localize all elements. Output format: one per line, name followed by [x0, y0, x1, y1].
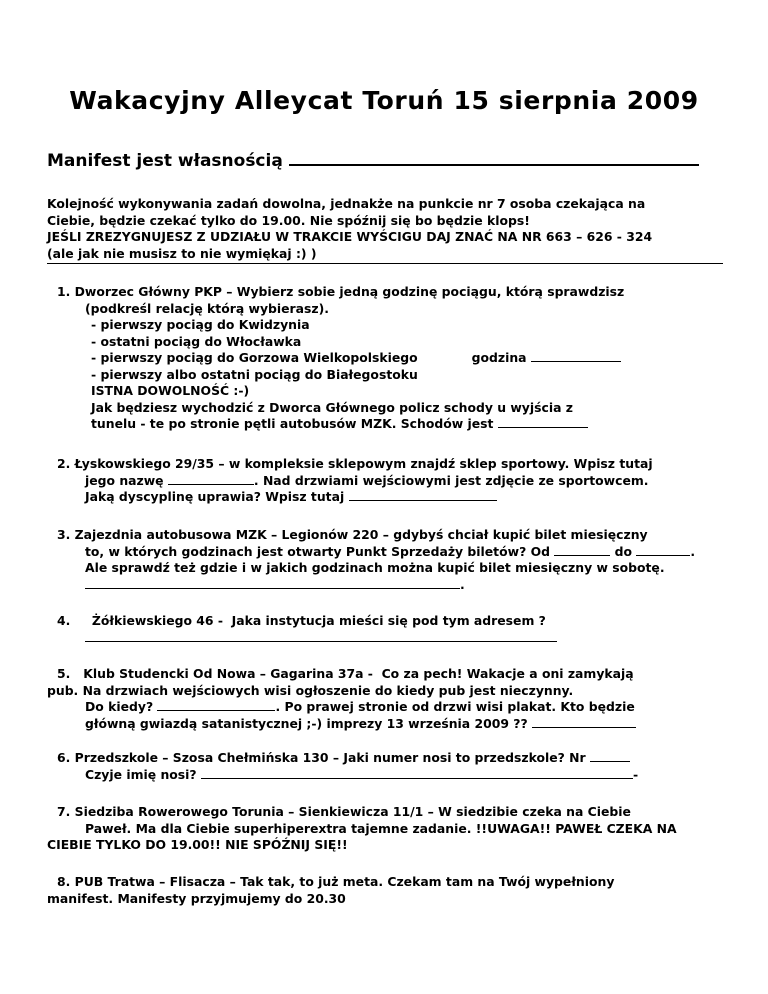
saturday-field[interactable] [85, 577, 460, 589]
stairs-count-field[interactable] [498, 416, 588, 428]
task-text: 1. Dworzec Główny PKP – Wybierz sobie jedną godzinę pociągu, którą sprawdzisz [57, 284, 625, 299]
option-bialystok: - pierwszy albo ostatni pociąg do Białegostoku [91, 366, 418, 382]
task-text: Jak będziesz wychodzić z Dworca Głównego policz schody u wyjścia z [91, 399, 573, 415]
task-item-4 [47, 613, 727, 646]
discipline-field[interactable] [349, 489, 497, 501]
punctuation: . [460, 576, 465, 592]
option-kwidzyn: - pierwszy pociąg do Kwidzynia [91, 317, 310, 332]
task-text: 3. Zajezdnia autobusowa MZK – Legionów 220 – gdybyś chciał kupić bilet miesięczny [57, 527, 648, 542]
task-text: Ale sprawdź też gdzie i w jakich godzinach można kupić bilet miesięczny w sobotę. [85, 560, 665, 575]
option-gorzow: - pierwszy pociąg do Gorzowa Wielkopolskiego [91, 350, 418, 365]
kindergarten-number-field[interactable] [590, 750, 630, 762]
saturday-row [47, 577, 727, 594]
manifest-owner-field[interactable] [289, 150, 699, 166]
kindergarten-number-label: 6. Przedszkole – Szosa Chełmińska 130 – Jaki numer nosi to przedszkole? Nr [57, 750, 586, 765]
until-row [47, 699, 727, 716]
task-text: CIEBIE TYLKO DO 19.00!! NIE SPÓŹNIJ SIĘ!! [47, 837, 348, 852]
shop-name-field[interactable] [168, 473, 254, 485]
intro-line: JEŚLI ZREZYGNUJESZ Z UDZIAŁU W TRAKCIE WYŚCIGU DAJ ZNAĆ NA NR 663 – 626 - 324 [47, 229, 653, 244]
task-text: pub. Na drzwiach wejściowych wisi ogłoszenie do kiedy pub jest nieczynny. [47, 682, 574, 698]
punctuation: . [690, 543, 696, 559]
task-text: 2. Łyskowskiego 29/35 – w kompleksie sklepowym znajdź sklep sportowy. Wpisz tutaj [57, 456, 653, 471]
task-item-7 [47, 804, 727, 854]
hours-row [47, 544, 727, 561]
intro-text [47, 196, 723, 264]
star-label: główną gwiazdą satanistycznej ;-) imprezy 13 września 2009 ?? [85, 715, 528, 731]
institution-field[interactable] [85, 630, 557, 642]
task-item-2 [47, 456, 727, 506]
hours-from-field[interactable] [554, 544, 610, 556]
task-text: (podkreśl relację którą wybierasz). [85, 300, 329, 316]
task-item-6 [47, 750, 727, 783]
task-text: manifest. Manifesty przyjmujemy do 20.30 [47, 890, 346, 906]
hours-to-label: do [614, 543, 633, 559]
stairs-row [47, 416, 727, 433]
kindergarten-name-label: Czyje imię nosi? [85, 766, 197, 782]
shop-name-row [47, 473, 727, 490]
stairs-label: tunelu - te po stronie pętli autobusów MZK. Schodów jest [91, 416, 494, 431]
institution-row [47, 630, 727, 647]
hours-label: to, w których godzinach jest otwarty Punkt Sprzedaży biletów? Od [85, 543, 550, 559]
kindergarten-name-field[interactable] [201, 767, 633, 779]
task-text: . Po prawej stronie od drzwi wisi plakat. Kto będzie [275, 699, 635, 714]
hours-to-field[interactable] [636, 544, 690, 556]
punctuation: - [632, 766, 639, 782]
task-item-1 [47, 284, 727, 433]
kindergarten-number-row [47, 750, 727, 767]
manifest-label: Manifest jest własnością [47, 151, 283, 171]
until-label: Do kiedy? [85, 699, 154, 714]
task-item-8 [47, 874, 727, 907]
task-item-3 [47, 527, 727, 593]
intro-line: Kolejność wykonywania zadań dowolna, jednakże na punkcie nr 7 osoba czekająca na [47, 196, 646, 211]
task-text: 8. PUB Tratwa – Flisacza – Tak tak, to już meta. Czekam tam na Twój wypełniony [57, 874, 615, 889]
kindergarten-name-row [47, 767, 727, 784]
shop-name-label: jego nazwę [85, 472, 164, 488]
star-field[interactable] [532, 716, 636, 728]
task-text: 7. Siedziba Rowerowego Torunia – Sienkiewicza 11/1 – W siedzibie czeka na Ciebie [57, 804, 631, 819]
task-text: . Nad drzwiami wejściowymi jest zdjęcie ze sportowcem. [253, 472, 649, 488]
option-wloclawek: - ostatni pociąg do Włocławka [91, 333, 302, 349]
hour-field[interactable] [531, 350, 621, 362]
manifest-owner-row [47, 150, 699, 171]
discipline-row [47, 489, 727, 506]
option-gorzow-row [47, 350, 727, 367]
intro-line: (ale jak nie musisz to nie wymiękaj :) ) [47, 245, 317, 261]
discipline-label: Jaką dyscyplinę uprawia? Wpisz tutaj [85, 489, 345, 504]
task-text: 4. Żółkiewskiego 46 - Jaka instytucja mieści się pod tym adresem ? [57, 613, 546, 628]
page-title: Wakacyjny Alleycat Toruń 15 sierpnia 2009 [69, 86, 699, 115]
task-text: 5. Klub Studencki Od Nowa – Gagarina 37a - Co za pech! Wakacje a oni zamykają [57, 666, 634, 681]
task-item-5 [47, 666, 727, 732]
task-text: ISTNA DOWOLNOŚĆ :-) [91, 383, 250, 398]
task-text: Paweł. Ma dla Ciebie superhiperextra tajemne zadanie. !!UWAGA!! PAWEŁ CZEKA NA [85, 820, 677, 836]
star-row [47, 716, 727, 733]
hour-label: godzina [471, 350, 527, 365]
until-field[interactable] [157, 699, 275, 711]
intro-line: Ciebie, będzie czekać tylko do 19.00. Nie spóźnij się bo będzie klops! [47, 212, 530, 228]
